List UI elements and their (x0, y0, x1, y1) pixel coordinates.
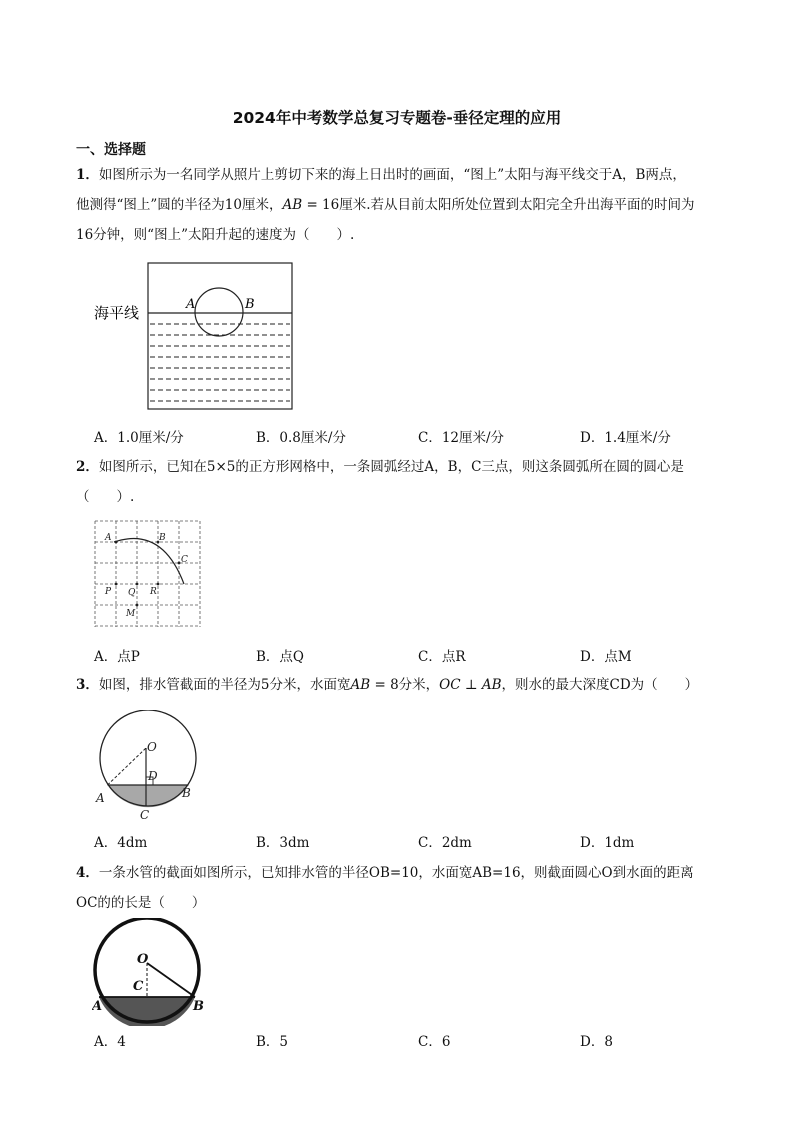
q1-option-c[interactable]: C．12厘米/分 (418, 430, 505, 446)
q2-option-b[interactable]: B．点Q (256, 649, 304, 665)
q3-label-a: A (96, 791, 105, 805)
q3-text-a: 如图，排水管截面的半径为5分米，水面宽 (98, 677, 351, 693)
q4-option-d[interactable]: D．8 (580, 1034, 613, 1050)
q1-line1 (76, 160, 726, 190)
q4-text-1: 一条水管的截面如图所示，已知排水管的半径OB=10，水面宽AB=16，则截面圆心O到水面的距离 (98, 865, 694, 881)
q3-label-b: B (182, 786, 191, 800)
q4-line1 (76, 858, 726, 888)
q1-line3: 16分钟，则“图上”太阳升起的速度为（ ）. (76, 227, 355, 243)
q2-number: 2． (76, 459, 99, 475)
q1-option-a[interactable]: A．1.0厘米/分 (94, 430, 184, 446)
q4-label-c: C (133, 979, 144, 994)
q2-label-b: B (159, 533, 166, 543)
q3-label-c: C (140, 808, 150, 822)
q1-number: 1． (76, 167, 99, 183)
q1-label-b: B (245, 297, 255, 312)
q4-figure (92, 918, 208, 1026)
q2-label-m: M (126, 609, 136, 619)
q4-option-c[interactable]: C．6 (418, 1034, 451, 1050)
q3-option-c[interactable]: C．2dm (418, 835, 472, 851)
q3-label-d: D (148, 769, 158, 783)
q1-text-2d: 厘米.若从目前太阳所处位置到太阳完全升出海平面的时间为 (339, 197, 695, 213)
q3-text-c: = 8 (370, 677, 399, 693)
q3-text-b: AB (350, 677, 371, 693)
q2-line2: （ ）. (76, 489, 135, 505)
q2-text-1: 如图所示，已知在5×5的正方形网格中，一条圆弧经过A，B，C三点，则这条圆弧所在圆的圆心是 (98, 459, 684, 475)
radius-ob (147, 963, 195, 997)
q1-text-2a: 他测得“图上”圆的半径为10厘米， (76, 197, 283, 213)
q1-option-b[interactable]: B．0.8厘米/分 (256, 430, 346, 446)
q3-option-b[interactable]: B．3dm (256, 835, 310, 851)
q4-line2: OC的的长是（ ） (76, 895, 206, 911)
q3-text-f: ，则水的最大深度CD为（ ） (501, 677, 699, 693)
q3-label-o: O (147, 740, 157, 754)
question-4 (76, 858, 726, 918)
section-heading: 一、选择题 (76, 142, 146, 158)
q2-option-c[interactable]: C．点R (418, 649, 466, 665)
q1-text-1: 如图所示为一名同学从照片上剪切下来的海上日出时的画面，“图上”太阳与海平线交于A，B两点， (98, 167, 686, 183)
q3-text-e: OC ⊥ AB (439, 677, 502, 693)
sun-circle (195, 288, 243, 336)
q1-text-2c: = 16 (302, 197, 340, 213)
q3-number: 3． (76, 677, 99, 693)
q2-figure (92, 518, 204, 630)
question-3 (76, 670, 726, 700)
q1-figure (90, 258, 300, 414)
q4-number: 4． (76, 865, 99, 881)
q2-label-r: R (150, 587, 157, 597)
question-2 (76, 452, 726, 512)
radius-oa (108, 748, 147, 785)
q1-sea-label: 海平线 (94, 304, 140, 322)
q4-label-o: O (137, 952, 149, 967)
page-title: 2024年中考数学总复习专题卷-垂径定理的应用 (232, 109, 562, 127)
q3-option-d[interactable]: D．1dm (580, 835, 635, 851)
q2-line1 (76, 452, 726, 482)
question-1 (76, 160, 726, 250)
q1-line2 (76, 190, 726, 220)
arc-abc (114, 539, 184, 584)
q2-label-p: P (105, 587, 112, 597)
q3-option-a[interactable]: A．4dm (94, 835, 148, 851)
q2-label-c: C (181, 555, 188, 565)
q3-text-d: 分米， (398, 677, 440, 693)
q3-line1 (76, 670, 726, 700)
q1-text-2b: AB (282, 197, 303, 213)
q2-label-a: A (105, 533, 112, 543)
q2-option-d[interactable]: D．点M (580, 649, 632, 665)
q4-option-a[interactable]: A．4 (94, 1034, 126, 1050)
q4-label-a: A (92, 999, 103, 1014)
q1-option-d[interactable]: D．1.4厘米/分 (580, 430, 671, 446)
q4-option-b[interactable]: B．5 (256, 1034, 289, 1050)
q2-option-a[interactable]: A．点P (94, 649, 140, 665)
q4-label-b: B (193, 999, 204, 1014)
q1-label-a: A (186, 297, 196, 312)
q2-label-q: Q (128, 588, 136, 598)
q3-figure (92, 710, 204, 822)
